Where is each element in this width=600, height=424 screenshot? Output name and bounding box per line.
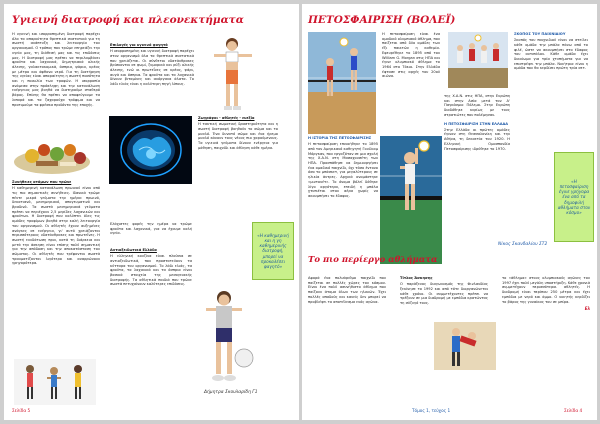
middle-note bbox=[110, 222, 192, 242]
section1-text: Η καθημερινή κατανάλωση πρωινού είναι από τις πιο σημαντικές συνήθειες. Ιδανικά τρώμε πέντε μικρά γεύματα την ημέρα: πρωινό, δεκατιανό, μεσημεριανό, απογευματινό και βραδινό. Τα σωστά μεσημεριανά γεύματα πρέπει να περιέχουν 2,5 μερίδες λαχανικών και φρούτων. Η διατροφή που καλύπτει όλες τις ομάδες τροφίμων βοηθά στην καλή λειτουργία του οργανισμού. Οι αθλητές έχουν αυξημένες ανάγκες σε ενέργεια, γι' αυτό χρειάζονται περισσότερους υδατάνθρακες και πρωτεΐνες. Η σωστή ενυδάτωση πριν, κατά τη διάρκεια και μετά την άσκηση είναι επίσης πολύ σημαντική για την απόδοση και την αποκατάσταση του σώματος. Οι αθλητές που τρέφονται σωστά τραυματίζονται λιγότερο και αναρρώνουν γρηγορότερα. bbox=[12, 186, 100, 266]
greece-text: Στην Ελλάδα οι πρώτες ομάδες έγιναν στη Θεσσαλονίκη και την Αθήνα, τη δεκαετία του 1920. Η Ελληνική Ομοσπονδία Πετοσφαίρισης ιδρύθηκε το 1970. bbox=[444, 127, 510, 151]
section2 bbox=[110, 43, 194, 117]
goal-heading: ΣΚΟΠΟΣ ΤΟΥ ΠΑΙΧΝΙΔΙΟΥ bbox=[514, 32, 566, 36]
section2-heading: Επιλογές για υγιεινό φαγητό bbox=[110, 43, 168, 47]
carry-photo bbox=[434, 322, 496, 370]
col3 bbox=[514, 32, 588, 144]
team-photo bbox=[448, 32, 508, 88]
page-title: Υγιεινή διατροφή και πλεονεκτήματα bbox=[12, 14, 244, 26]
page-title: ΠΕΤΟΣΦΑΙΡΙΣΗ (ΒΟΛΕΪ) bbox=[308, 14, 456, 26]
section3-text: Η τακτική σωματική δραστηριότητα και η σωστή διατροφή βοηθούν το σώμα και το μυαλό. Ένα δυνατό σώμα και ένα ήρεμο μυαλό κάνουν τους νέους πιο χαρούμενους. Τα υγιεινά γεύματα δίνουν ενέργεια για μάθηση, παιχνίδι και άθληση κάθε ημέρα. bbox=[198, 122, 278, 150]
food-photo bbox=[12, 128, 94, 176]
section2-text: Η ισορροπημένη και υγιεινή διατροφή παρέχει στον οργανισμό όλα τα θρεπτικά συστατικά που χρειάζεται. Οι σύνθετοι υδατάνθρακες βρίσκονται σε ψωμί, ζυμαρικά και ρύζι ολικής άλεσης, ενώ οι πρωτεΐνες σε κρέας, ψάρι, αυγά και όσπρια. Τα φρούτα και τα λαχανικά δίνουν βιταμίνες και ανόργανα άλατα. Το λάδι ελιάς είναι η καλύτερη πηγή λίπους. bbox=[110, 49, 194, 87]
sub-signature: Ελ bbox=[584, 305, 590, 311]
section4 bbox=[110, 248, 192, 328]
sub-col3-text: το «άθλημα» στους ολυμπιακούς αγώνες του 1997 έχει πολύ μεγάλη υποστήριξη. Κάθε χρονιά συμμετέχουν περισσότεροι αθλητές. Η διαδρομή είναι περίπου 250 μέτρα και έχει εμπόδια με νερό και άμμο. Ο νικητής κερδίζει το βάρος της γυναίκας του σε μπίρα. bbox=[502, 276, 590, 304]
col2 bbox=[444, 94, 510, 228]
section-title: Το πιο περίεργο αθλήματα bbox=[308, 255, 438, 265]
athlete-photo bbox=[202, 34, 264, 112]
col1-history bbox=[308, 136, 378, 264]
pull-quote: «Η καθημερινή και η γη καθημερινής διατροφή, μπορεί να προκαλέσει φαγητό» bbox=[252, 222, 294, 280]
issue-label: Τόμος 1, τεύχος 1 bbox=[412, 408, 451, 413]
intro-paragraph: Η υγιεινή και ισορροπημένη διατροφή παρέχει όλα τα απαραίτητα θρεπτικά συστατικά για τη σωστή ανάπτυξη και λειτουργία του οργανισμού. Ο τρόπος που τρώμε επηρεάζει την υγεία μας, τη διάθεσή μας και τις επιδόσεις μας. Η διατροφή μας πρέπει να περιλαμβάνει φρούτα και λαχανικά, δημητριακά ολικής άλεσης, γαλακτοκομικά, όσπρια, ψάρια, κρέας με μέτρο και άφθονο νερό. Για τη διατήρηση της υγείας είναι απαραίτητη η σωστή ποσότητα και η ποικιλία των τροφών. Η ισορροπία ανάμεσα στην πρόσληψη και την κατανάλωση ενέργειας μας βοηθά να διατηρούμε σταθερό βάρος. Επίσης θα πρέπει να αποφεύγουμε τα λιπαρά και τα ζαχαρούχα τρόφιμα και να προτιμούμε τα φρέσκα προϊόντα της εποχής. bbox=[12, 32, 100, 107]
brain-photo bbox=[109, 116, 192, 184]
sub-col3 bbox=[502, 276, 590, 396]
section3-block bbox=[198, 116, 278, 184]
middle-text: Ελάχιστες φορές την ημέρα να τρώμε φρούτα και λαχανικά, για να έχουμε καλή υγεία. bbox=[110, 222, 192, 236]
section4-text: Η ελληνική κουζίνα είναι πλούσια σε αντιοξειδωτικά, που προστατεύουν τα κύτταρα του οργανισμού. Το λάδι ελιάς, τα φρούτα, τα λαχανικά και τα όσπρια είναι βασικά στοιχεία της μεσογειακής διατροφής. Τα αθλητικά παιδιά που τρώνε σωστά πετυχαίνουν καλύτερες επιδόσεις. bbox=[110, 254, 192, 287]
volleyball-photo bbox=[308, 32, 376, 134]
sub-col1 bbox=[308, 276, 386, 396]
pull-quote: «Η πετοσφαίριση έγινε γρήγορα ένα από τα δημοφιλή αθλήματα στον κόσμο» bbox=[554, 152, 594, 242]
goal-text: Σκοπός του παιχνιδιού είναι να στείλει κάθε ομάδα την μπάλα πάνω από το φιλέ, ώστε να ακουμπήσει στο έδαφος του αντιπάλου. Κάθε ομάδα έχει δικαίωμα για τρία χτυπήματα για να επιστρέψει την μπάλα. Νικήτρια είναι η ομάδα που θα κερδίσει πρώτη τρία σετ. bbox=[514, 38, 588, 71]
col2-text: της Χ.Α.Ν. στις ΗΠΑ, στην Ευρώπη και στην Ασία μετά τον Α' Παγκόσμιο Πόλεμο. Στην Ευρώπη διαδόθηκε κυρίως με τους στρατιώτες που πολέμησαν. bbox=[444, 94, 510, 117]
history-text: Η πετοσφαίριση επινοήθηκε το 1895 από τον Αμερικανό καθηγητή Γουίλιαμ Μόργκαν, που εργαζόταν σε μια σχολή της Χ.Α.Ν. στη Μασαχουσέτη των ΗΠΑ. Προσπάθησε να δημιουργήσει ένα ομαδικό παιχνίδι, όχι τόσο έντονο όσο το μπάσκετ, για μεγαλύτερους σε ηλικία άντρες. Αρχικά ονομάστηκε «μιντονέτ». Το όνομα βόλεϊ δόθηκε λίγο αργότερα, επειδή η μπάλα χτυπιέται στον αέρα χωρίς να ακουμπήσει το έδαφος. bbox=[308, 142, 378, 198]
sub-col2-text: Ο παράξενος διαγωνισμός της Φινλανδίας ξεκίνησε το 1992 και από τότε διοργανώνεται κάθε χρόνο. Οι συμμετέχοντες πρέπει να τρέξουν σε μια διαδρομή με εμπόδια κρατώντας τη σύζυγό τους. bbox=[400, 282, 488, 306]
page-number: Σελίδα 4 bbox=[564, 408, 583, 413]
section1 bbox=[12, 180, 100, 360]
col1-top bbox=[382, 32, 440, 104]
author-caption: Νίκος Σκανδαλίου ΣΤ2 bbox=[498, 242, 548, 247]
author-caption: Δήμητρα Σκουλαρίδη Γ1 bbox=[204, 390, 258, 395]
col1-top-text: Η πετοσφαίριση είναι ένα ομαδικό ολυμπιακό άθλημα, που παίζεται από δύο ομάδες των έξι παικτών η καθεμία. Εφευρέθηκε το 1895 από τον William G. Morgan στις ΗΠΑ και έγινε ολυμπιακό άθλημα το 1964 στο Τόκιο. Στην Ελλάδα έφτασε στις αρχές του 20ού αιώνα. bbox=[382, 32, 440, 79]
sub-col2-heading: Τίτλος Άσκησης bbox=[400, 276, 433, 280]
section1-heading: Συνήθειες ατόμων που τρώνε bbox=[12, 180, 72, 184]
sport-photo bbox=[196, 286, 256, 386]
spike-photo bbox=[380, 136, 442, 264]
sub-col1-text: Αφορά ένα πολυάριθμο παιχνίδι που παίζεται σε πολλές χώρες του κόσμου. Είναι ένα πολύ ασυνήθιστο άθλημα που παίζουν άτομα όλων των ηλικιών. Έχει πολλές οπαδούς και κανείς δεν μπορεί να προβλέψει το αποτέλεσμα ενός αγώνα. bbox=[308, 276, 386, 304]
section3 bbox=[199, 43, 200, 44]
right-page bbox=[302, 4, 597, 420]
kids-exercise-photo bbox=[14, 359, 96, 405]
section4-heading: Αντιοξειδωτικά Ελλάδα bbox=[110, 248, 157, 252]
history-heading: Η ΙΣΤΟΡΙΑ ΤΗΣ ΠΕΤΟΣΦΑΙΡΙΣΗΣ bbox=[308, 136, 372, 140]
left-page bbox=[4, 4, 299, 420]
greece-heading: Η ΠΕΤΟΣΦΑΙΡΙΣΗ ΣΤΗΝ ΕΛΛΑΔΑ bbox=[444, 121, 509, 126]
page-number: Σελίδα 5 bbox=[12, 408, 31, 413]
section3-heading: Ζωγράφοι - αθλητές - ευεξία bbox=[198, 116, 255, 120]
